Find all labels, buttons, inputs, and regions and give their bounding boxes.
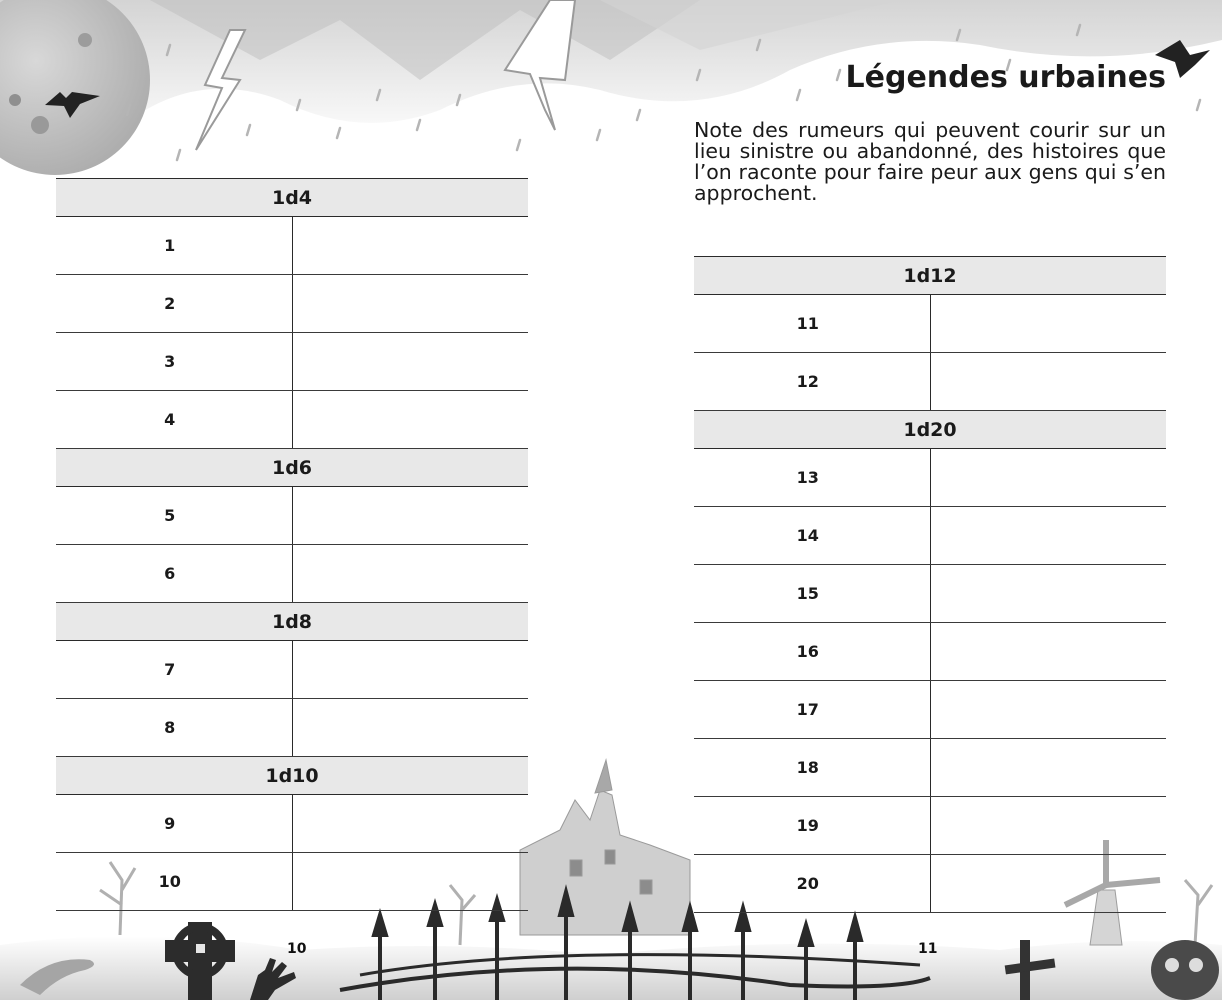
dice-header-row — [56, 603, 528, 641]
row-number: 12 — [694, 353, 930, 411]
entry-cell[interactable] — [292, 217, 528, 275]
dice-header: 1d10 — [56, 757, 528, 795]
table-row — [56, 795, 528, 853]
entry-cell[interactable] — [292, 487, 528, 545]
row-number: 15 — [694, 565, 930, 623]
table-row — [56, 545, 528, 603]
table-row — [694, 855, 1166, 913]
row-number: 16 — [694, 623, 930, 681]
entry-cell[interactable] — [930, 681, 1166, 739]
table-row — [694, 449, 1166, 507]
table-row — [694, 507, 1166, 565]
entry-cell[interactable] — [930, 855, 1166, 913]
row-number: 6 — [56, 545, 292, 603]
row-number: 1 — [56, 217, 292, 275]
dice-header: 1d4 — [56, 179, 528, 217]
row-number: 10 — [56, 853, 292, 911]
entry-cell[interactable] — [292, 545, 528, 603]
row-number: 13 — [694, 449, 930, 507]
row-number: 17 — [694, 681, 930, 739]
dice-header-row — [694, 257, 1166, 295]
moon-icon — [0, 0, 150, 175]
dice-header: 1d8 — [56, 603, 528, 641]
table-row — [56, 641, 528, 699]
page-number-left: 10 — [287, 941, 307, 957]
table-row — [694, 295, 1166, 353]
entry-cell[interactable] — [292, 391, 528, 449]
table-row — [694, 565, 1166, 623]
entry-cell[interactable] — [930, 739, 1166, 797]
dice-header-row — [56, 449, 528, 487]
row-number: 2 — [56, 275, 292, 333]
dice-header-row — [694, 411, 1166, 449]
entry-cell[interactable] — [930, 623, 1166, 681]
table-row — [694, 353, 1166, 411]
dice-header: 1d12 — [694, 257, 1166, 295]
row-number: 3 — [56, 333, 292, 391]
table-row — [694, 623, 1166, 681]
entry-cell[interactable] — [930, 565, 1166, 623]
table-row — [56, 333, 528, 391]
table-row — [56, 853, 528, 911]
entry-cell[interactable] — [292, 853, 528, 911]
entry-cell[interactable] — [930, 353, 1166, 411]
skull-icon — [1151, 940, 1219, 1000]
table-row — [56, 217, 528, 275]
dice-header-row — [56, 757, 528, 795]
table-row — [56, 275, 528, 333]
row-number: 14 — [694, 507, 930, 565]
row-number: 7 — [56, 641, 292, 699]
haunted-house-icon — [520, 760, 690, 935]
dice-header-row — [56, 179, 528, 217]
table-row — [694, 739, 1166, 797]
right-dice-table — [694, 256, 1166, 913]
entry-cell[interactable] — [292, 699, 528, 757]
page-title: Légendes urbaines — [845, 60, 1166, 95]
row-number: 20 — [694, 855, 930, 913]
intro-text: Note des rumeurs qui peuvent courir sur un lieu sinistre ou abandonné, des histoires que l’on raconte pour faire peur aux gens qui s’en approchent. — [694, 118, 1166, 205]
entry-cell[interactable] — [292, 795, 528, 853]
dice-header: 1d20 — [694, 411, 1166, 449]
table-row — [56, 391, 528, 449]
entry-cell[interactable] — [930, 295, 1166, 353]
table-row — [694, 797, 1166, 855]
row-number: 5 — [56, 487, 292, 545]
entry-cell[interactable] — [930, 449, 1166, 507]
table-row — [56, 699, 528, 757]
row-number: 19 — [694, 797, 930, 855]
row-number: 4 — [56, 391, 292, 449]
row-number: 11 — [694, 295, 930, 353]
entry-cell[interactable] — [292, 641, 528, 699]
table-row — [694, 681, 1166, 739]
page-number-right: 11 — [918, 941, 938, 957]
table-row — [56, 487, 528, 545]
entry-cell[interactable] — [292, 333, 528, 391]
entry-cell[interactable] — [930, 797, 1166, 855]
dice-header: 1d6 — [56, 449, 528, 487]
row-number: 9 — [56, 795, 292, 853]
entry-cell[interactable] — [930, 507, 1166, 565]
entry-cell[interactable] — [292, 275, 528, 333]
row-number: 18 — [694, 739, 930, 797]
left-dice-table — [56, 178, 528, 911]
row-number: 8 — [56, 699, 292, 757]
